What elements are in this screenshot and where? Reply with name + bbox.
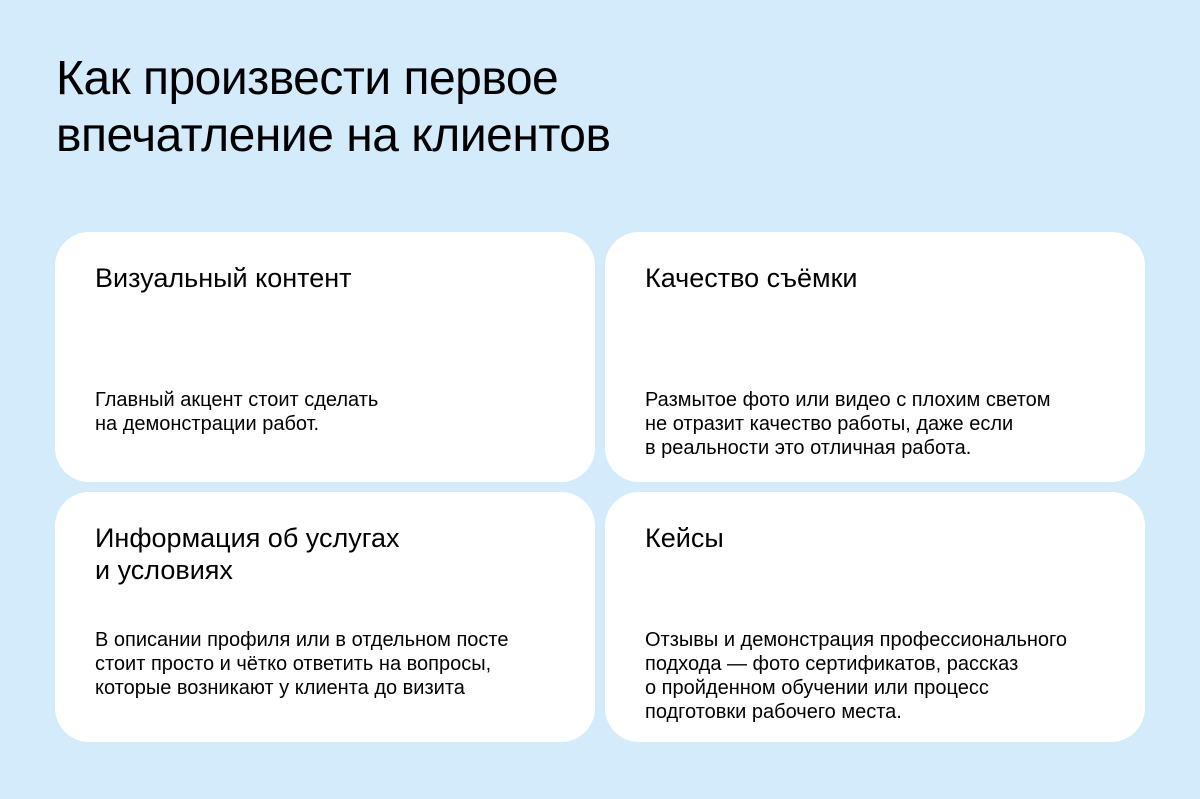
card-text: Размытое фото или видео с плохим светом не отразит качество работы, даже если в реальности это отличная работа. <box>645 389 1051 459</box>
page-title <box>56 50 956 164</box>
card-services-info <box>55 492 595 742</box>
card-title: Информация об услугах и условиях <box>95 523 400 585</box>
card-title: Кейсы <box>645 523 724 553</box>
page-title-line-2: впечатление на клиентов <box>56 109 611 162</box>
page-title-line-1: Как произвести первое <box>56 52 559 105</box>
card-text: В описании профиля или в отдельном посте стоит просто и чётко ответить на вопросы, которые возникают у клиента до визита <box>95 629 509 699</box>
card-shooting-quality <box>605 232 1145 482</box>
card-title: Визуальный контент <box>95 263 352 293</box>
card-cases <box>605 492 1145 742</box>
card-text: Главный акцент стоит сделать на демонстрации работ. <box>95 389 379 435</box>
card-visual-content <box>55 232 595 482</box>
card-title: Качество съёмки <box>645 263 858 293</box>
card-text: Отзывы и демонстрация профессионального подхода — фото сертификатов, рассказ о пройденном обучении или процесс подготовки рабочего места. <box>645 629 1068 723</box>
